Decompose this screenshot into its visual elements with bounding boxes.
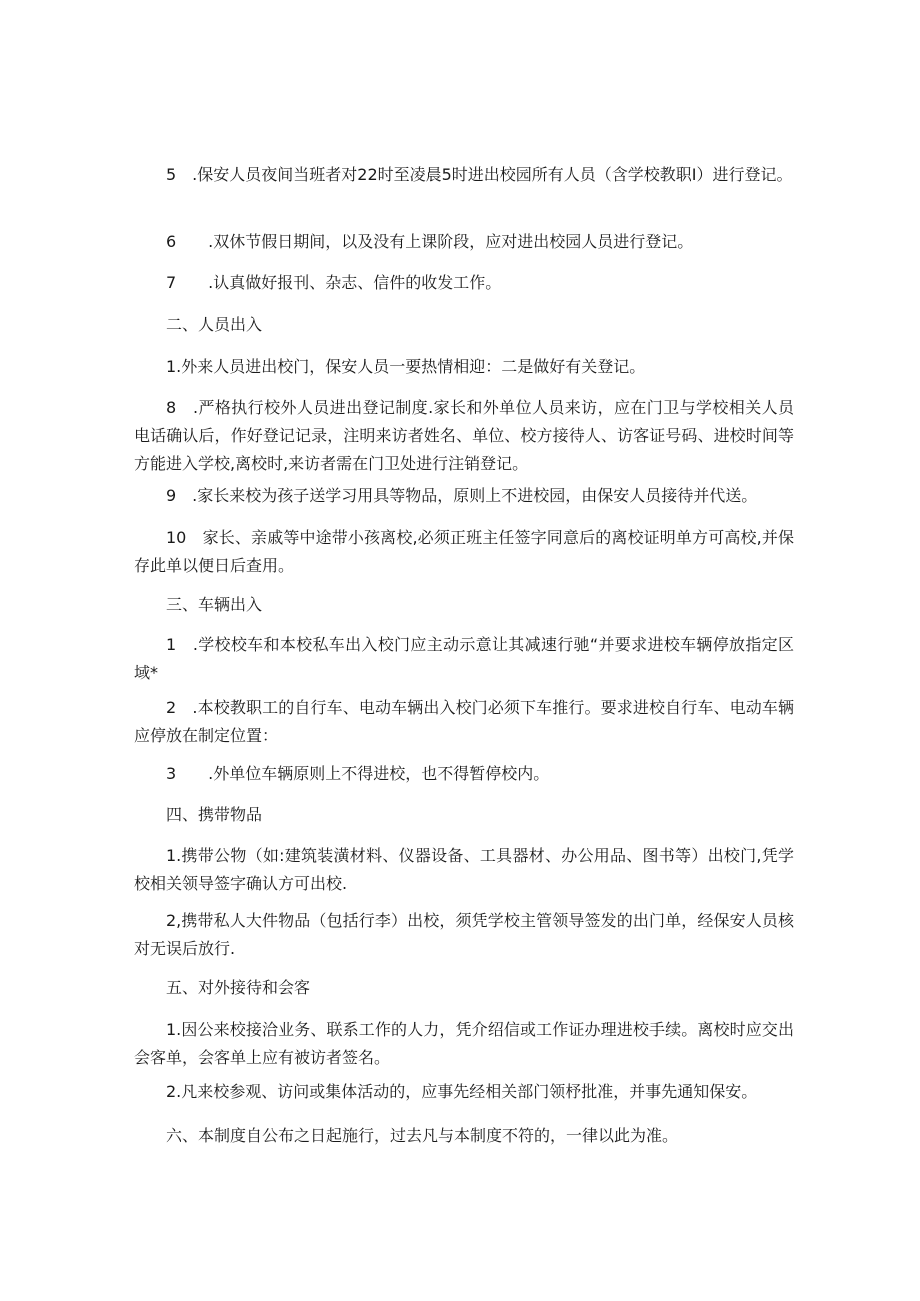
section-heading-vehicles: 三、车辆出入	[166, 595, 263, 614]
paragraph-mail-handling: 7 .认真做好报刊、杂志、信件的收发工作。	[166, 273, 502, 292]
section-heading-personnel: 二、人员出入	[166, 315, 263, 334]
paragraph-school-vehicles: 1 .学校校车和本校私车出入校门应主动示意让其减速行驰“并要求进校车辆停放指定区域*	[134, 635, 794, 682]
paragraph-night-registration: 5 .保安人员夜间当班者对22时至凌晨5时进出校园所有人员（含学校教职I）进行登记。	[166, 165, 793, 184]
paragraph-group-visits: 2.凡来校参观、访问或集体活动的，应事先经相关部门领杼批准，并事先通知保安。	[166, 1082, 758, 1101]
paragraph-child-pickup: 10 家长、亲戚等中途带小孩离校,必须正班主任签字同意后的离校证明单方可高校,并保存此单以便日后查用。	[134, 528, 794, 575]
paragraph-visitor-greeting: 1.外来人员进出校门，保安人员一要热情相迎：二是做好有关登记。	[166, 357, 646, 376]
section-heading-effective: 六、本制度自公布之日起施行，过去凡与本制度不符的，一律以此为准。	[166, 1126, 679, 1145]
paragraph-private-items: 2,携带私人大件物品（包括行李）出校，须凭学校主管领导签发的出门单，经保安人员核对无误后放行.	[134, 911, 794, 958]
paragraph-public-items: 1.携带公物（如:建筑装潢材料、仪器设备、工具器材、办公用品、图书等）出校门,凭学校相关领导签字确认方可出校.	[134, 846, 794, 893]
paragraph-holiday-registration: 6 .双休节假日期间，以及没有上课阶段，应对进出校园人员进行登记。	[166, 232, 694, 251]
section-heading-reception: 五、对外接待和会客	[166, 978, 311, 997]
paragraph-visitor-registration: 8 .严格执行校外人员进出登记制度.家长和外单位人员来访，应在门卫与学校相关人员电话确认后，作好登记记录，注明来访者姓名、单位、校方接待人、访客证号码、进校时间等方能进入学校,离校时,来访者需在门卫处进行注销登记。	[134, 398, 794, 473]
paragraph-parent-delivery: 9 .家长来校为孩子送学习用具等物品，原则上不进校园，由保安人员接待并代送。	[166, 486, 758, 505]
paragraph-business-visits: 1.因公来校接洽业务、联系工作的人力，凭介绍信或工作证办理进校手续。离校时应交出会客单，会客单上应有被访者签名。	[134, 1020, 794, 1067]
paragraph-bicycles: 2 .本校教职工的自行车、电动车辆出入校门必须下车推行。要求进校自行车、电动车辆应停放在制定位置：	[134, 698, 794, 745]
paragraph-outside-vehicles: 3 .外单位车辆原则上不得进校，也不得暂停校内。	[166, 764, 550, 783]
section-heading-items: 四、携带物品	[166, 805, 263, 824]
